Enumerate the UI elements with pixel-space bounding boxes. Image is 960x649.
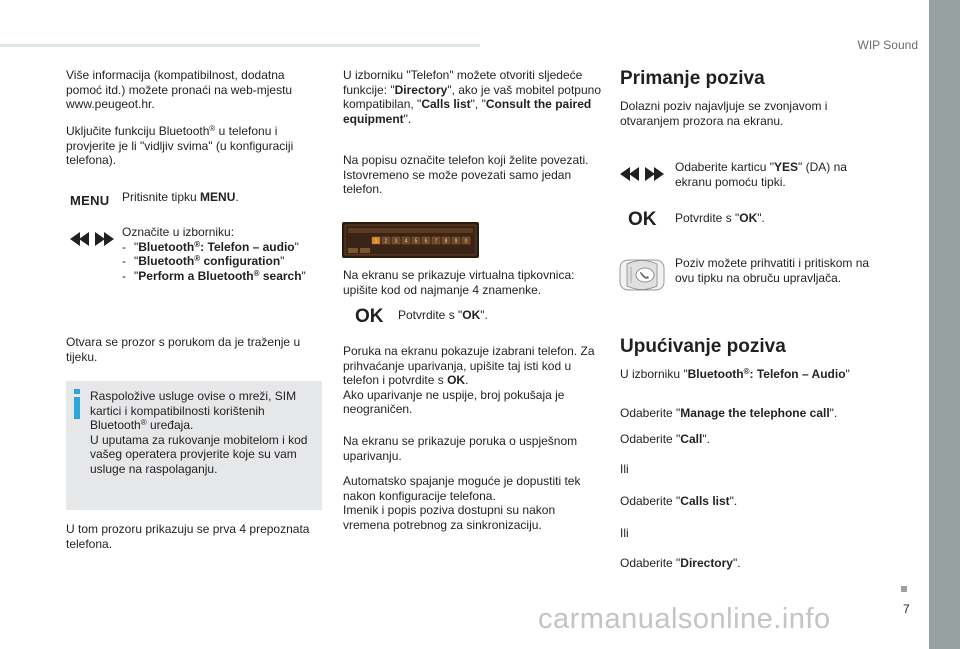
or-separator: Ili: [620, 526, 629, 540]
pairing-success-paragraph: Na ekranu se prikazuje poruka o uspješnom uparivanju.: [343, 434, 578, 463]
keyboard-key-label: 8: [444, 238, 448, 245]
top-rule: [0, 44, 480, 47]
menu-option-item: - "Perform a Bluetooth® search": [122, 268, 306, 283]
confirm-ok-step: Potvrdite s "OK".: [398, 308, 488, 322]
keyboard-key-label: 4: [404, 238, 408, 245]
steering-wheel-button-icon: [619, 259, 665, 291]
keyboard-key-label: 7: [434, 238, 438, 245]
virtual-keyboard-screenshot: [342, 222, 479, 258]
select-call-line: Odaberite "Call".: [620, 432, 710, 446]
keyboard-key-label: 9: [454, 238, 458, 245]
select-directory-line: Odaberite "Directory".: [620, 556, 741, 570]
keyboard-key-label: 2: [384, 238, 388, 245]
watermark: carmanualsonline.info: [538, 603, 831, 635]
keyboard-key-label: 5: [414, 238, 418, 245]
steering-wheel-answer-step: Poziv možete prihvatiti i pritiskom na ovu tipku na obruču upravljača.: [675, 256, 870, 285]
pairing-message-paragraph: Poruka na ekranu pokazuje izabrani telefon. Za prihvaćanje uparivanja, upišite taj isti kod u telefon i potvrdite s OK. Ako uparivanje ne uspije, broj pokušaja je neograničen.: [343, 344, 595, 416]
side-tab-bar: [929, 0, 960, 649]
menu-button-icon: MENU: [70, 193, 110, 208]
info-icon: [74, 389, 80, 419]
section-title: WIP Sound: [857, 38, 918, 52]
select-manage-call-line: Odaberite "Manage the telephone call".: [620, 406, 838, 420]
auto-connect-paragraph: Automatsko spajanje moguće je dopustiti tek nakon konfiguracije telefona. Imenik i popis poziva dostupni su nakon vremena potrebnog za sinkronizaciju.: [343, 474, 581, 532]
left-right-arrows-icon: [70, 232, 114, 246]
menu-option-item: - "Bluetooth®: Telefon – audio": [122, 239, 299, 254]
or-separator: Ili: [620, 462, 629, 476]
telefon-menu-functions-paragraph: U izborniku "Telefon" možete otvoriti sljedeće funkcije: "Directory", ako je vaš mobitel potpuno kompatibilan, "Calls list", "Consult the paired equipment".: [343, 68, 601, 126]
select-phone-paragraph: Na popisu označite telefon koji želite povezati. Istovremeno se može povezati samo jedan telefon.: [343, 153, 589, 196]
keyboard-key-label: 6: [424, 238, 428, 245]
ok-button-icon: OK: [628, 209, 657, 230]
menu-path-line: U izborniku "Bluetooth®: Telefon – Audio": [620, 367, 850, 381]
incoming-call-paragraph: Dolazni poziv najavljuje se zvonjavom i otvaranjem prozora na ekranu.: [620, 99, 828, 128]
more-info-paragraph: Više informacija (kompatibilnost, dodatna pomoć itd.) možete pronaći na web-mjestu www.peugeot.hr.: [66, 68, 293, 111]
select-yes-step: Odaberite karticu "YES" (DA) na ekranu pomoću tipki.: [675, 160, 847, 189]
select-in-menu-step: [122, 225, 327, 283]
confirm-ok-step: Potvrdite s "OK".: [675, 211, 765, 225]
first-four-phones-paragraph: U tom prozoru prikazuju se prva 4 prepoznata telefona.: [66, 522, 310, 551]
select-calls-list-line: Odaberite "Calls list".: [620, 494, 738, 508]
search-in-progress-paragraph: Otvara se prozor s porukom da je traženje u tijeku.: [66, 335, 301, 364]
info-box-text: Raspoložive usluge ovise o mreži, SIM kartici i kompatibilnosti korištenih Bluetooth® uređaja. U uputama za rukovanje mobitelom i kod vašeg operatera provjerite koje su vam usluge na raspolaganju.: [90, 389, 308, 476]
select-intro: Označite u izborniku:: [122, 225, 235, 239]
keyboard-key-label: 0: [464, 238, 468, 245]
making-call-heading: Upućivanje poziva: [620, 336, 786, 357]
press-menu-step: Pritisnite tipku MENU.: [122, 190, 239, 204]
receiving-call-heading: Primanje poziva: [620, 68, 765, 89]
virtual-keyboard-paragraph: Na ekranu se prikazuje virtualna tipkovnica: upišite kod od najmanje 4 znamenke.: [343, 268, 575, 297]
continue-marker: [901, 586, 907, 592]
left-right-arrows-icon: [620, 167, 664, 181]
page-number: 7: [903, 602, 910, 616]
keyboard-key-label: 1: [374, 238, 378, 245]
enable-bluetooth-paragraph: Uključite funkciju Bluetooth® u telefonu i provjerite je li "vidljiv svima" (u konfiguraciji telefona).: [66, 124, 294, 167]
menu-option-item: - "Bluetooth® configuration": [122, 254, 285, 268]
keyboard-key-label: 3: [394, 238, 398, 245]
ok-button-icon: OK: [355, 306, 384, 327]
